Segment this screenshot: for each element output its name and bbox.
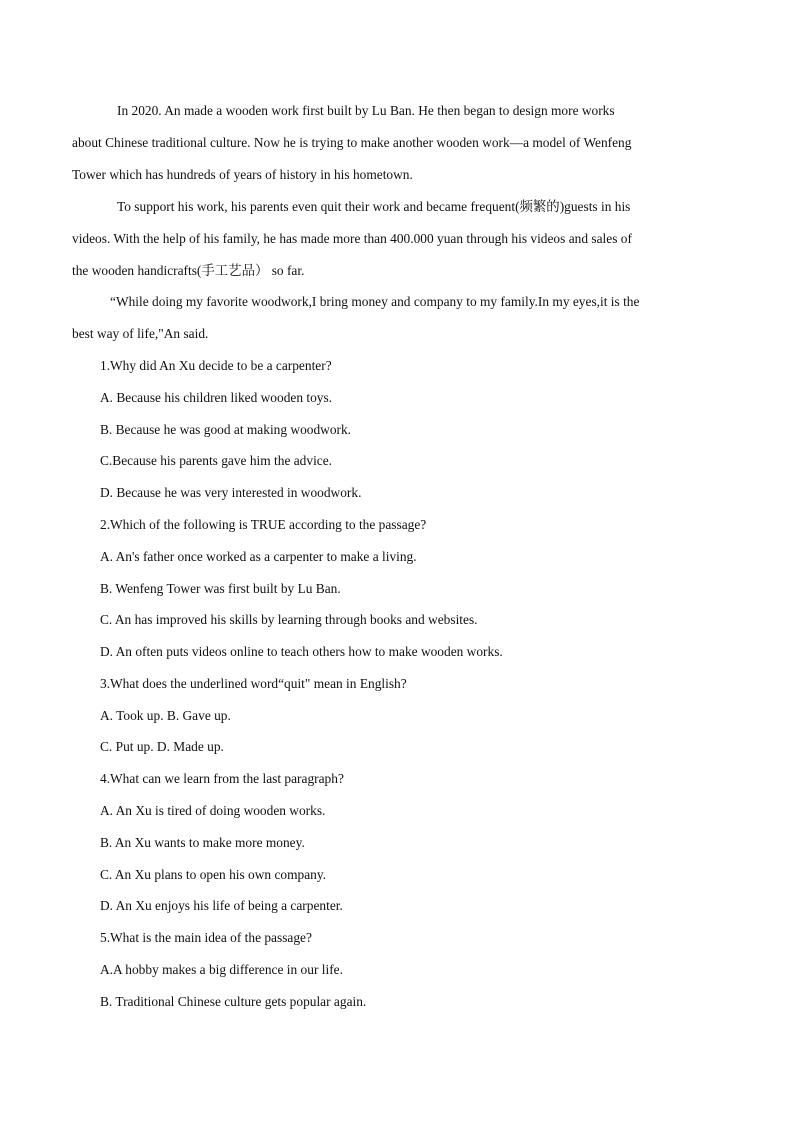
- answer-option: B. Because he was good at making woodwork.: [100, 422, 352, 437]
- question-stem: 2.Which of the following is TRUE according to the passage?: [100, 517, 427, 532]
- answer-option: C. An Xu plans to open his own company.: [100, 867, 327, 882]
- answer-option: D. An often puts videos online to teach others how to make wooden works.: [100, 644, 503, 659]
- paragraph-line: videos. With the help of his family, he has made more than 400.000 yuan through his videos and sales of: [72, 231, 632, 246]
- answer-option: D. Because he was very interested in woodwork.: [100, 485, 362, 500]
- answer-option: C. An has improved his skills by learning through books and websites.: [100, 612, 478, 627]
- paragraph-line: best way of life,"An said.: [72, 326, 209, 341]
- answer-option: C. Put up. D. Made up.: [100, 739, 224, 754]
- paragraph-line: about Chinese traditional culture. Now he is trying to make another wooden work—a model of Wenfeng: [72, 135, 632, 150]
- answer-option: B. Traditional Chinese culture gets popular again.: [100, 994, 367, 1009]
- answer-option: A.A hobby makes a big difference in our life.: [100, 962, 343, 977]
- paragraph-line: the wooden handicrafts(手工艺品） so far.: [72, 263, 305, 278]
- paragraph-line: Tower which has hundreds of years of history in his hometown.: [72, 167, 413, 182]
- answer-option: A. An Xu is tired of doing wooden works.: [100, 803, 326, 818]
- paragraph-line: “While doing my favorite woodwork,I bring money and company to my family.In my eyes,it is the: [110, 294, 640, 309]
- answer-option: A. An's father once worked as a carpenter to make a living.: [100, 549, 417, 564]
- answer-option: A. Took up. B. Gave up.: [100, 708, 231, 723]
- paragraph-line: To support his work, his parents even quit their work and became frequent(频繁的)guests in his: [117, 199, 631, 214]
- question-stem: 3.What does the underlined word“quit" mean in English?: [100, 676, 407, 691]
- paragraph-line: In 2020. An made a wooden work first built by Lu Ban. He then began to design more works: [117, 103, 615, 118]
- question-stem: 5.What is the main idea of the passage?: [100, 930, 312, 945]
- question-stem: 4.What can we learn from the last paragraph?: [100, 771, 344, 786]
- answer-option: B. An Xu wants to make more money.: [100, 835, 305, 850]
- question-stem: 1.Why did An Xu decide to be a carpenter?: [100, 358, 332, 373]
- answer-option: C.Because his parents gave him the advice.: [100, 453, 333, 468]
- answer-option: A. Because his children liked wooden toys.: [100, 390, 333, 405]
- answer-option: D. An Xu enjoys his life of being a carpenter.: [100, 898, 343, 913]
- answer-option: B. Wenfeng Tower was first built by Lu Ban.: [100, 581, 341, 596]
